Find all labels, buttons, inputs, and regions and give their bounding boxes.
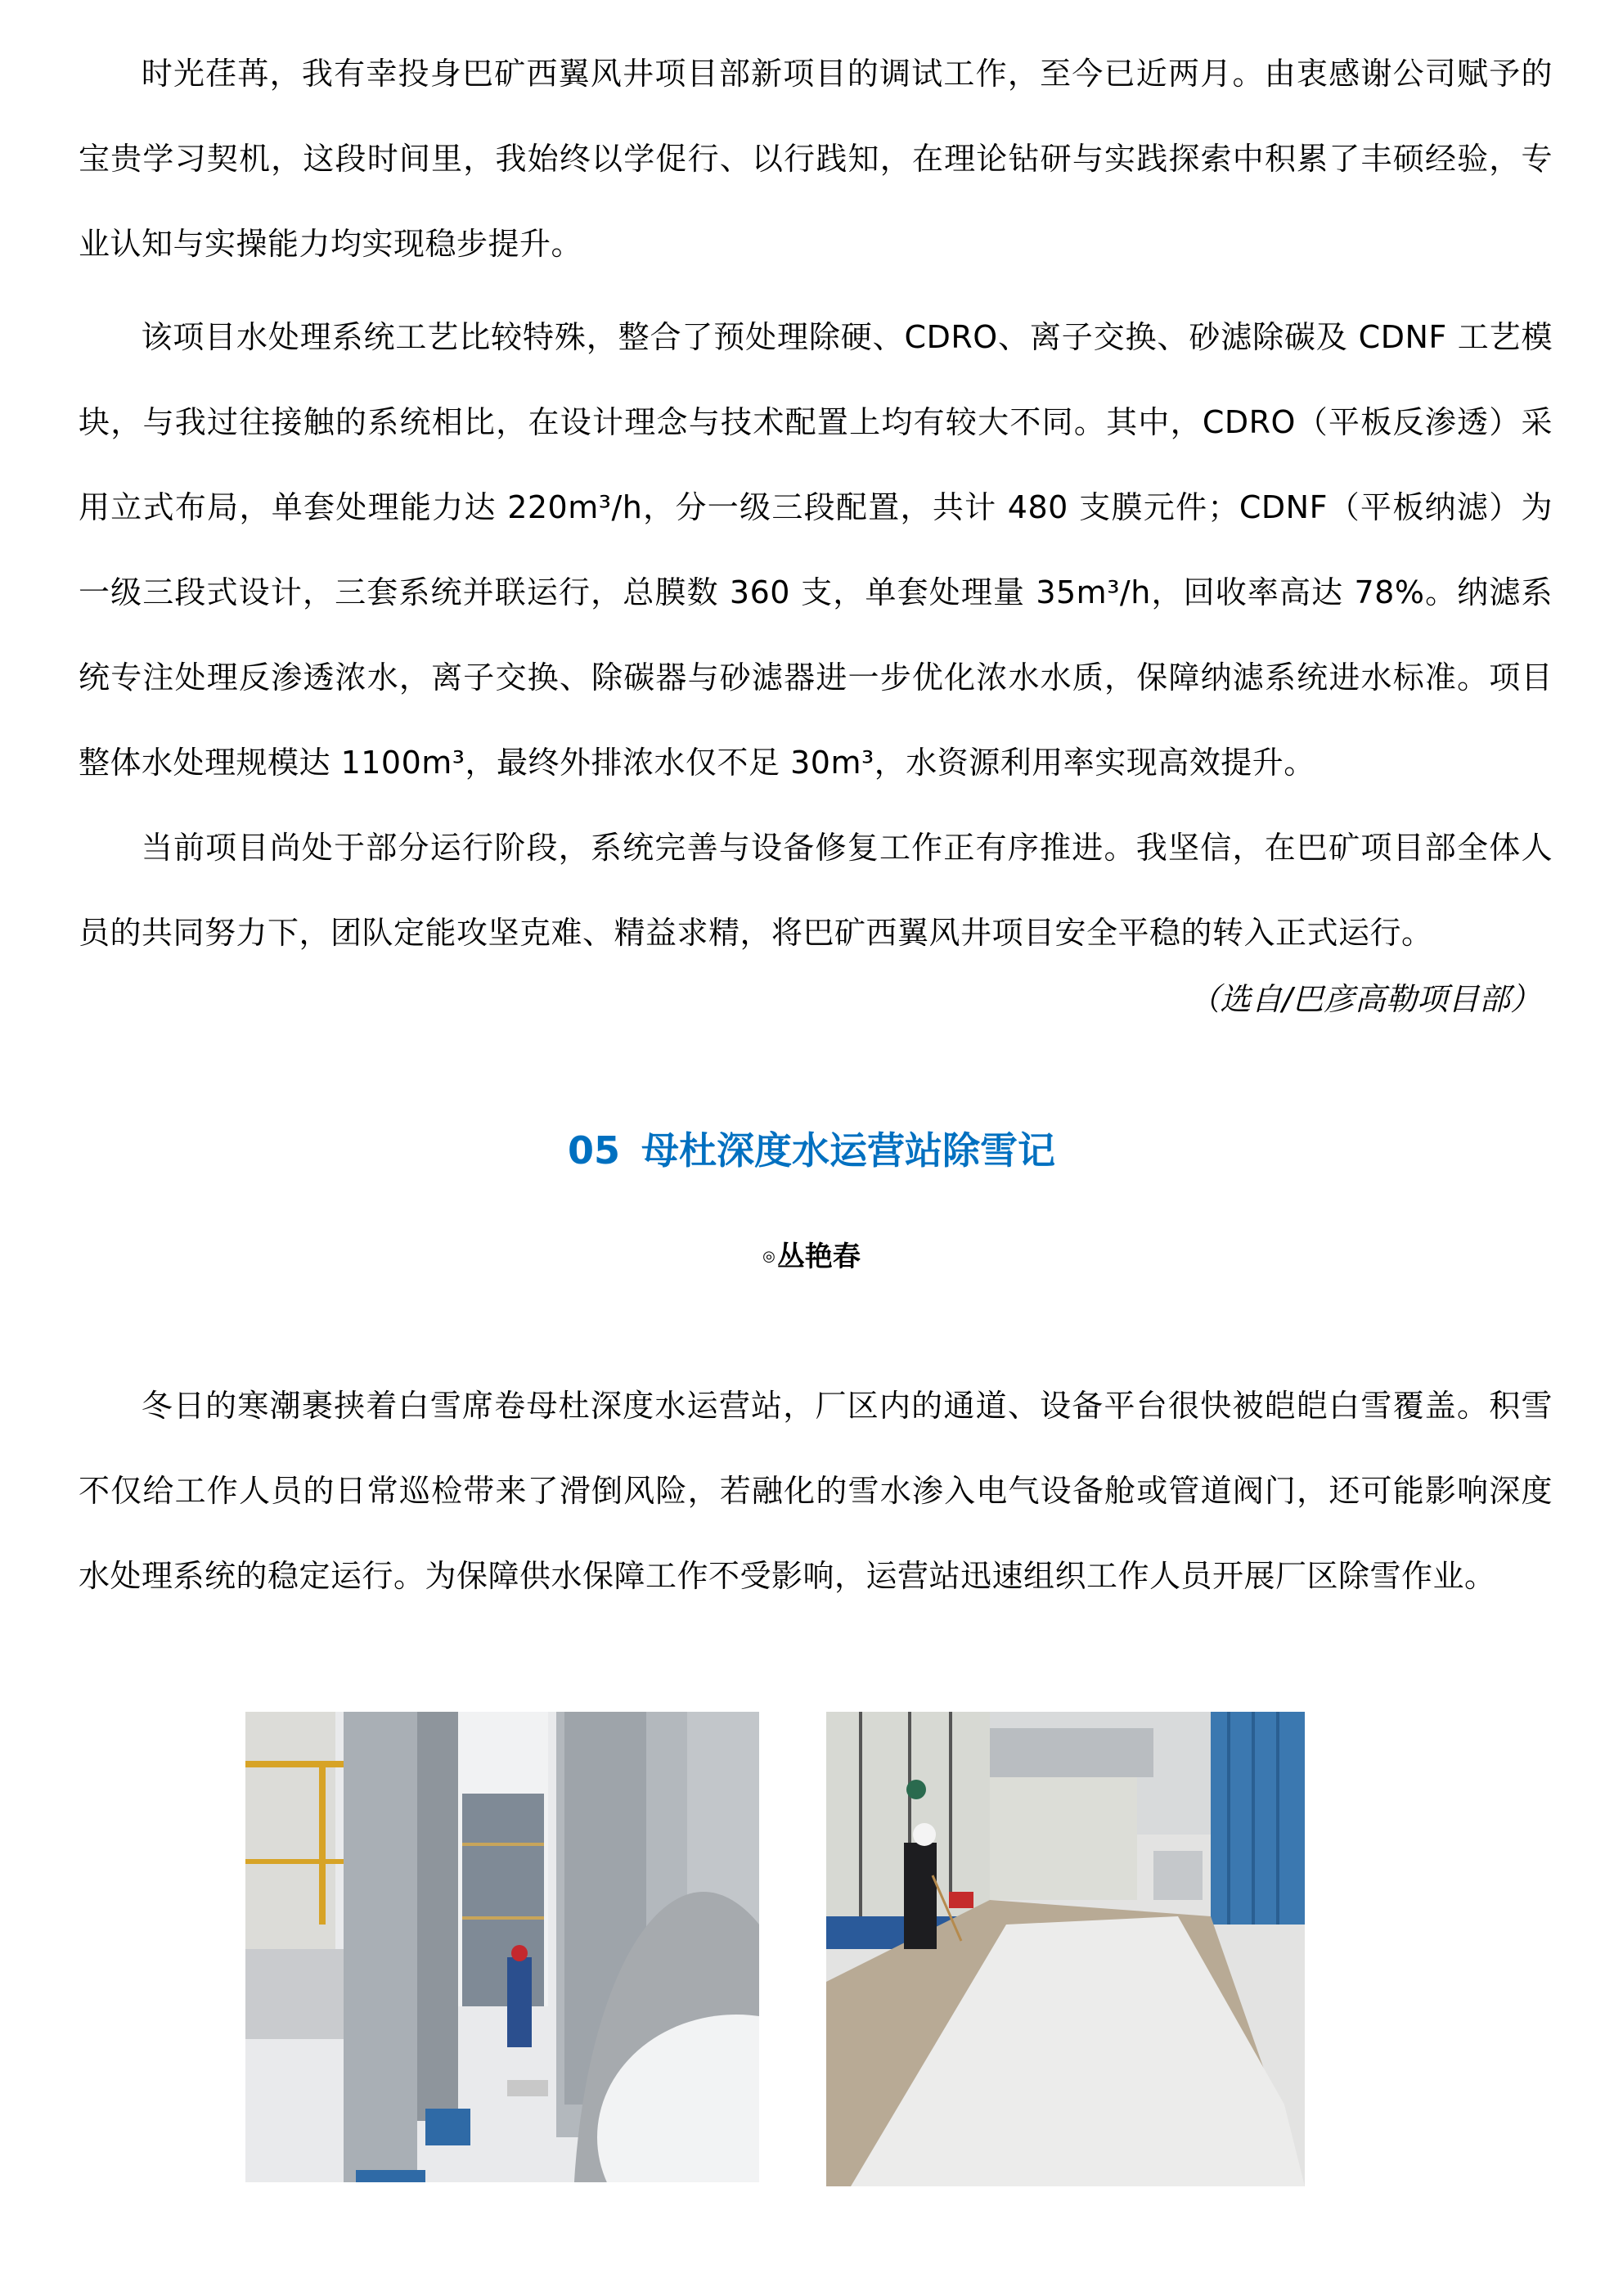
paragraph-text: 当前项目尚处于部分运行阶段，系统完善与设备修复工作正有序推进。我坚信，在巴矿项目部全体人员的共同努力下，团队定能攻坚克难、精益求精，将巴矿西翼风井项目安全平稳的转入正式运行。 <box>79 830 1553 951</box>
article2-author <box>0 1234 1623 1274</box>
photo-snow-removal-1 <box>245 1712 759 2182</box>
article1-source: （选自/巴彦高勒项目部） <box>1189 981 1541 1017</box>
article1-paragraph-2 <box>79 295 1553 805</box>
paragraph-text: 时光荏苒，我有幸投身巴矿西翼风井项目部新项目的调试工作，至今已近两月。由衷感谢公司赋予的宝贵学习契机，这段时间里，我始终以学促行、以行践知，在理论钻研与实践探索中积累了丰硕经验，专业认知与实操能力均实现稳步提升。 <box>79 56 1553 262</box>
article2-paragraph-1 <box>79 1363 1553 1618</box>
article-number: 05 <box>567 1128 620 1173</box>
article-title-text: 母杜深度水运营站除雪记 <box>641 1128 1055 1173</box>
article1-paragraph-3 <box>79 805 1553 975</box>
paragraph-text: 冬日的寒潮裹挟着白雪席卷母杜深度水运营站，厂区内的通道、设备平台很快被皑皑白雪覆盖。积雪不仅给工作人员的日常巡检带来了滑倒风险，若融化的雪水渗入电气设备舱或管道阀门，还可能影响深度水处理系统的稳定运行。为保障供水保障工作不受影响，运营站迅速组织工作人员开展厂区除雪作业。 <box>79 1388 1553 1594</box>
author-name: 丛艳春 <box>776 1240 861 1273</box>
photo-1-image <box>245 1712 759 2182</box>
article2-title <box>0 1121 1623 1175</box>
photo-2-image <box>826 1712 1305 2186</box>
paragraph-text: 该项目水处理系统工艺比较特殊，整合了预处理除硬、CDRO、离子交换、砂滤除碳及 CDNF 工艺模块，与我过往接触的系统相比，在设计理念与技术配置上均有较大不同。其中，CDRO（平板反渗透）采用立式布局，单套处理能力达 220m³/h，分一级三段配置，共计 480 支膜元件；CDNF（平板纳滤）为一级三段式设计，三套系统并联运行，总膜数 360 支，单套处理量 35m³/h，回收率高达 78%。纳滤系统专注处理反渗透浓水，离子交换、除碳器与砂滤器进一步优化浓水水质，保障纳滤系统进水标准。项目整体水处理规模达 1100m³，最终外排浓水仅不足 30m³，水资源利用率实现高效提升。 <box>79 319 1553 781</box>
author-mark-icon: ◎ <box>762 1248 776 1265</box>
photo-snow-removal-2 <box>826 1712 1305 2186</box>
article1-paragraph-1 <box>79 31 1553 286</box>
